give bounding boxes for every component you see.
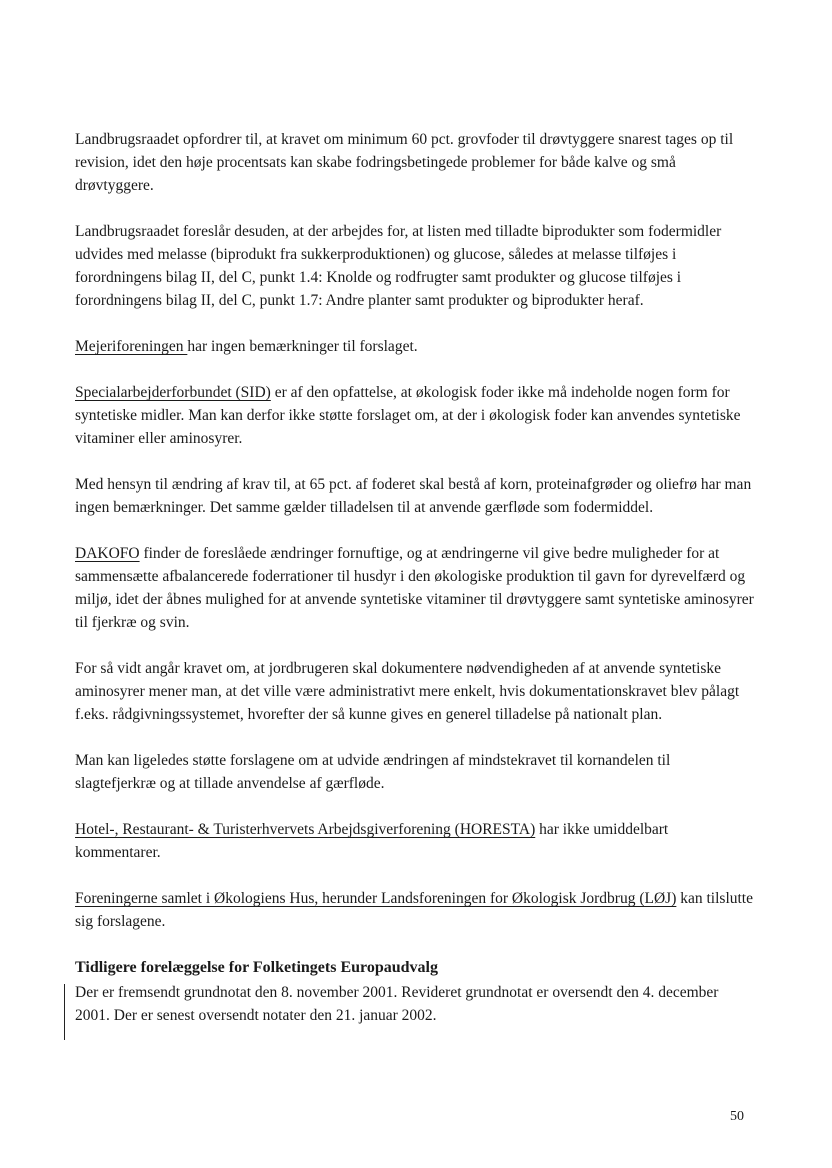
org-name-mejeriforeningen: Mejeriforeningen <box>75 338 188 355</box>
paragraph-landbrugsraadet-grovfoder: Landbrugsraadet opfordrer til, at kravet om minimum 60 pct. grovfoder til drøvtyggere snarest tages op til revision, idet den høje procentsats kan skabe fodringsbetingede problemer for både kalve og små drøvtyggere. <box>75 131 734 194</box>
paragraph-europaudvalg <box>75 981 755 1027</box>
paragraph-text: har ikke umiddelbart kommentarer. <box>75 821 669 861</box>
org-name-sid: Specialarbejderforbundet (SID) <box>75 384 271 401</box>
paragraph-text: Der er fremsendt grundnotat den 8. november 2001. Revideret grundnotat er oversendt den 4. december 2001. Der er senest oversendt notater den 21. januar 2002. <box>75 984 719 1024</box>
org-name-okologiens-hus: Foreningerne samlet i Økologiens Hus, herunder Landsforeningen for Økologisk Jordbrug (LØJ) <box>75 890 677 907</box>
section-heading: Tidligere forelæggelse for Folketingets Europaudvalg <box>75 959 438 976</box>
paragraph-landbrugsraadet-biprodukter: Landbrugsraadet foreslår desuden, at der arbejdes for, at listen med tilladte biprodukter som fodermidler udvides med melasse (biprodukt fra sukkerproduktionen) og glucose, således at melasse tilføjes i forordningens bilag II, del C, punkt 1.4: Knolde og rodfrugter samt produkter og glucose tilføjes i forordningens bilag II, del C, punkt 1.7: Andre planter samt produkter og biprodukter heraf. <box>75 223 722 309</box>
paragraph-text: har ingen bemærkninger til forslaget. <box>187 338 418 355</box>
paragraph-dakofo <box>75 542 755 634</box>
paragraph-text: finder de foreslåede ændringer fornuftige, og at ændringerne vil give bedre muligheder for at sammensætte afbalancerede foderrationer til husdyr i den økologiske produktion til gavn for dyrevelfærd og miljø, idet der åbnes mulighed for at anvende syntetiske vitaminer til drøvtyggere samt syntetiske aminosyrer til fjerkræ og svin. <box>75 545 754 631</box>
paragraph-sid-korn: Med hensyn til ændring af krav til, at 65 pct. af foderet skal bestå af korn, proteinafgrøder og oliefrø har man ingen bemærkninger. Det samme gælder tilladelsen til at anvende gærfløde som fodermiddel. <box>75 476 752 516</box>
paragraph-text: kan tilslutte sig forslagene. <box>75 890 753 930</box>
org-name-dakofo: DAKOFO <box>75 545 140 562</box>
paragraph-sid <box>75 381 755 450</box>
paragraph-dakofo-slagtefjerkrae: Man kan ligeledes støtte forslagene om at udvide ændringen af mindstekravet til kornandelen til slagtefjerkræ og at tillade anvendelse af gærfløde. <box>75 752 671 792</box>
paragraph-okologiens-hus <box>75 887 755 933</box>
document-body <box>75 128 755 1050</box>
revision-bar <box>64 984 65 1040</box>
paragraph-text: er af den opfattelse, at økologisk foder ikke må indeholde nogen form for syntetiske midler. Man kan derfor ikke støtte forslaget om, at der i økologisk foder kan anvendes syntetiske vitaminer eller aminosyrer. <box>75 384 741 447</box>
paragraph-horesta <box>75 818 755 864</box>
paragraph-dakofo-aminosyrer: For så vidt angår kravet om, at jordbrugeren skal dokumentere nødvendigheden af at anvende syntetiske aminosyrer mener man, at det ville være administrativt mere enkelt, hvis dokumentationskravet blev pålagt f.eks. rådgivningssystemet, hvorefter der så kunne gives en generel tilladelse på nationalt plan. <box>75 660 740 723</box>
paragraph-mejeriforeningen <box>75 335 755 358</box>
page-number: 50 <box>730 1109 744 1124</box>
org-name-horesta: Hotel-, Restaurant- & Turisterhvervets Arbejdsgiverforening (HORESTA) <box>75 821 536 838</box>
